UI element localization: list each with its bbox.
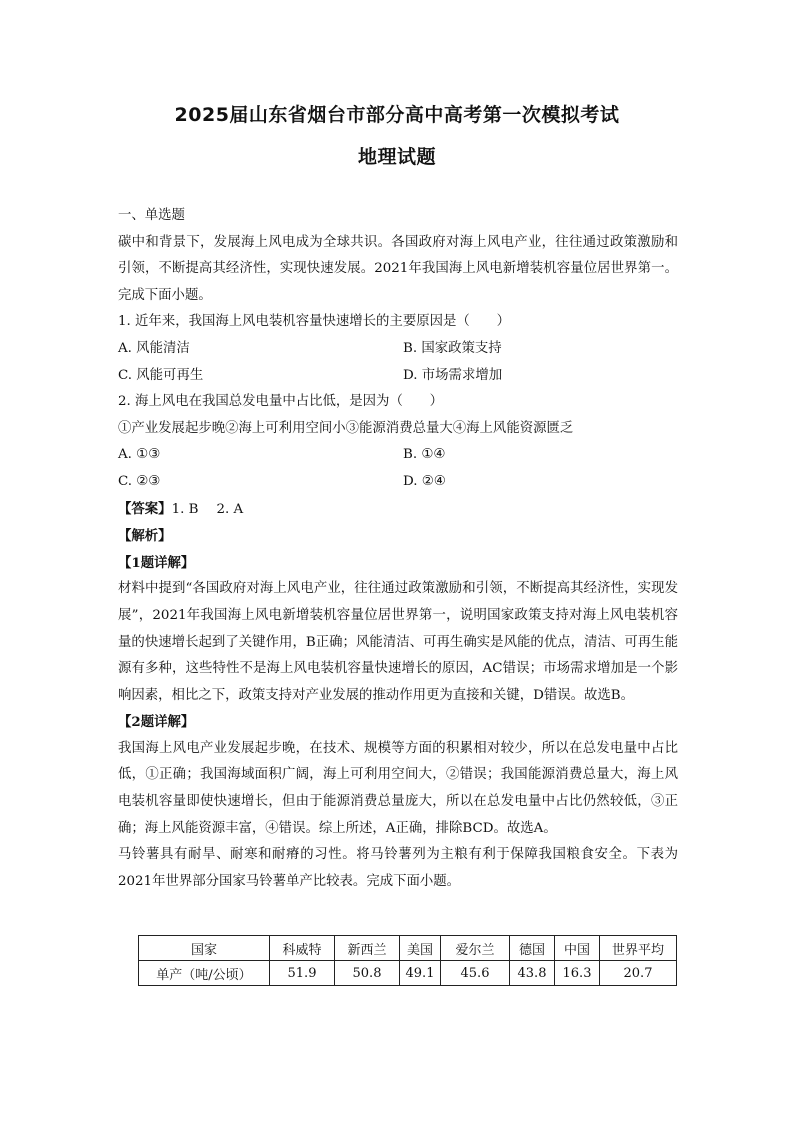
table-row xyxy=(139,961,677,986)
question-2-option-c: C. ②③ xyxy=(118,473,161,489)
table-cell: 单产（吨/公顷） xyxy=(139,961,270,986)
question-1-option-b: B. 国家政策支持 xyxy=(403,340,502,356)
question-2-option-d: D. ②④ xyxy=(403,473,446,489)
table-cell: 爱尔兰 xyxy=(441,936,510,961)
table-cell: 新西兰 xyxy=(335,936,400,961)
table-cell: 国家 xyxy=(139,936,270,961)
question-1-option-c: C. 风能可再生 xyxy=(118,367,204,383)
table-cell: 16.3 xyxy=(555,961,600,986)
question-2-options-row-1 xyxy=(118,442,678,469)
detail-1-label: 【1题详解】 xyxy=(118,554,195,571)
material-2-paragraph: 马铃薯具有耐旱、耐寒和耐瘠的习性。将马铃薯列为主粮有利于保障我国粮食安全。下表为2021年世界部分国家马铃薯单产比较表。完成下面小题。 xyxy=(118,847,678,889)
detail-2-label: 【2题详解】 xyxy=(118,714,195,731)
detail-2-text: 我国海上风电产业发展起步晚，在技术、规模等方面的积累相对较少，所以在总发电量中占比低，①正确；我国海域面积广阔，海上可利用空间大，②错误；我国能源消费总量大，海上风电装机容量即使快速增长，但由于能源消费总量庞大，所以在总发电量中占比仍然较低，③正确；海上风能资源丰富，④错误。综上所述，A正确，排除BCD。故选A。 xyxy=(118,740,678,836)
potato-yield-table xyxy=(138,935,677,986)
question-2-stem: 2. 海上风电在我国总发电量中占比低，是因为（ ） xyxy=(118,394,444,410)
analysis-label: 【解析】 xyxy=(118,528,172,545)
question-1-stem: 1. 近年来，我国海上风电装机容量快速增长的主要原因是（ ） xyxy=(118,314,510,330)
table-cell: 49.1 xyxy=(400,961,441,986)
table-header-row xyxy=(139,936,677,961)
detail-1-text: 材料中提到“各国政府对海上风电产业，往往通过政策激励和引领，不断提高其经济性，实现发展”，2021年我国海上风电新增装机容量位居世界第一，说明国家政策支持对海上风电装机容量的快速增长起到了关键作用，B正确；风能清洁、可再生确实是风能的优点，清洁、可再生能源有多种，这些特性不是海上风电装机容量快速增长的原因，AC错误；市场需求增加是一个影响因素，相比之下，政策支持对产业发展的推动作用更为直接和关键，D错误。故选B。 xyxy=(118,581,678,703)
table-cell: 世界平均 xyxy=(600,936,677,961)
exam-title: 2025届山东省烟台市部分高中高考第一次模拟考试 xyxy=(174,104,620,126)
table-cell: 美国 xyxy=(400,936,441,961)
question-1-options-row-1 xyxy=(118,336,678,363)
table-cell: 51.9 xyxy=(270,961,335,986)
table-cell: 43.8 xyxy=(510,961,555,986)
table-cell: 德国 xyxy=(510,936,555,961)
table-cell: 50.8 xyxy=(335,961,400,986)
question-2-options-row-2 xyxy=(118,469,678,496)
question-1-options-row-2 xyxy=(118,363,678,390)
question-1-option-d: D. 市场需求增加 xyxy=(403,367,503,383)
answer-2: 2. A xyxy=(216,501,244,517)
answer-1: 1. B xyxy=(171,501,199,517)
table-cell: 45.6 xyxy=(441,961,510,986)
table-cell: 中国 xyxy=(555,936,600,961)
exam-subtitle: 地理试题 xyxy=(357,146,436,168)
question-2-option-a: A. ①③ xyxy=(118,447,161,463)
answer-label: 【答案】 xyxy=(118,500,172,517)
table-cell: 20.7 xyxy=(600,961,677,986)
section-heading: 一、单选题 xyxy=(118,208,185,223)
question-2-statements: ①产业发展起步晚②海上可利用空间小③能源消费总量大④海上风能资源匮乏 xyxy=(118,420,574,436)
question-1-option-a: A. 风能清洁 xyxy=(118,340,190,356)
question-2-option-b: B. ①④ xyxy=(403,447,446,463)
answer-line xyxy=(118,496,678,524)
exam-content xyxy=(118,203,678,895)
table-cell: 科威特 xyxy=(270,936,335,961)
material-paragraph: 碳中和背景下，发展海上风电成为全球共识。各国政府对海上风电产业，往往通过政策激励和引领，不断提高其经济性，实现快速发展。2021年我国海上风电新增装机容量位居世界第一。完成下面小题。 xyxy=(118,234,678,303)
